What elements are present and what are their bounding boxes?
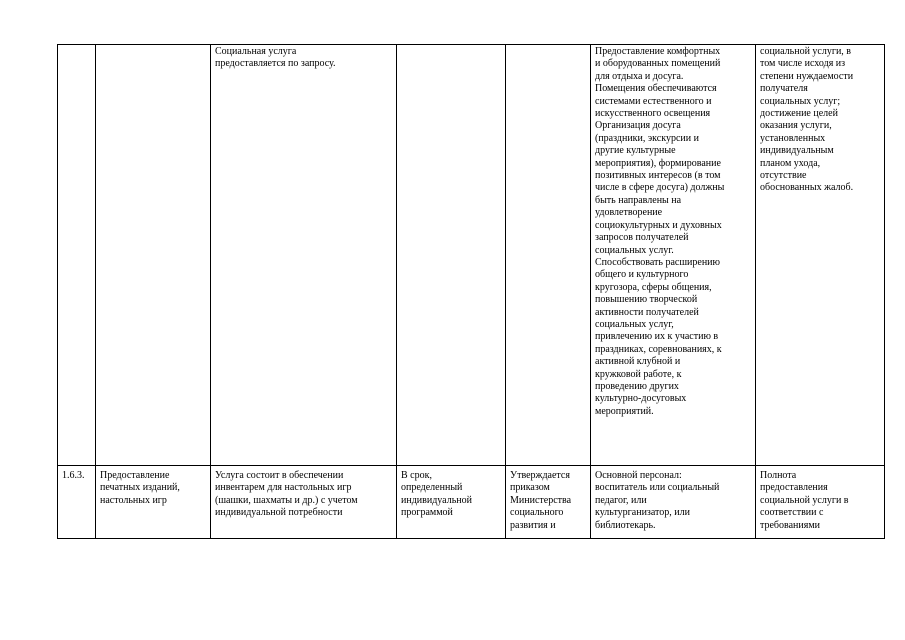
- cell-number: 1.6.3.: [58, 466, 96, 539]
- cell-description: Социальная услуга предоставляется по запросу.: [211, 45, 397, 466]
- cell-cost: [506, 45, 591, 466]
- cell-service-name: [96, 45, 211, 466]
- cell-term: [397, 45, 506, 466]
- cell-quality: социальной услуги, в том числе исходя из степени нуждаемости получателя социальных услуг; достижение целей оказания услуги, установленных индивидуальным планом ухода, отсутствие обоснованных жалоб.: [756, 45, 885, 466]
- cell-quality: Полнота предоставления социальной услуги в соответствии с требованиями: [756, 466, 885, 539]
- cell-service-name: Предоставление печатных изданий, настольных игр: [96, 466, 211, 539]
- cell-conditions: Основной персонал: воспитатель или социальный педагог, или культурганизатор, или библиотекарь.: [591, 466, 756, 539]
- table-row: [58, 45, 885, 466]
- services-table: [57, 44, 885, 539]
- cell-cost: Утверждается приказом Министерства социального развития и: [506, 466, 591, 539]
- cell-number: [58, 45, 96, 466]
- cell-description: Услуга состоит в обеспечении инвентарем для настольных игр (шашки, шахматы и др.) с учетом индивидуальной потребности: [211, 466, 397, 539]
- cell-conditions: Предоставление комфортных и оборудованных помещений для отдыха и досуга. Помещения обеспечиваются системами естественного и искусственного освещения Организация досуга (праздники, экскурсии и другие культурные мероприятия), формирование позитивных интересов (в том числе в сфере досуга) должны быть направлены на удовлетворение социокультурных и духовных запросов получателей социальных услуг. Способствовать расширению общего и культурного кругозора, сферы общения, повышению творческой активности получателей социальных услуг, привлечению их к участию в праздниках, соревнованиях, к активной клубной и кружковой работе, к проведению других культурно-досуговых мероприятий.: [591, 45, 756, 466]
- table-row: [58, 466, 885, 539]
- cell-term: В срок, определенный индивидуальной программой: [397, 466, 506, 539]
